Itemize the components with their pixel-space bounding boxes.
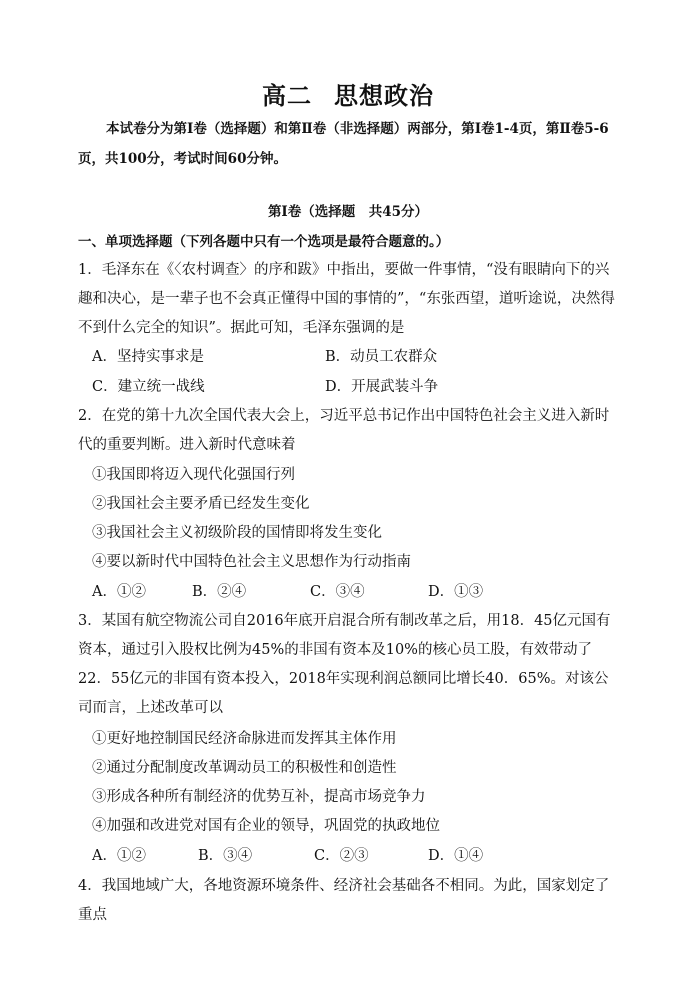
title-grade: 高二 [262,81,312,110]
page-title [0,76,696,111]
question-2-option-b: B．②④ [192,584,247,600]
question-1-stem: 1．毛泽东在《〈农村调查〉的序和跋》中指出，要做一件事情，“没有眼睛向下的兴趣和决心，是一辈子也不会真正懂得中国的事情的”，“东张西望，道听途说，决然得不到什么完全的知识”。据此可知，毛泽东强调的是 [78,262,615,336]
question-2-item-1: ①我国即将迈入现代化强国行列 [92,467,295,483]
question-3-item-1: ①更好地控制国民经济命脉进而发挥其主体作用 [92,731,397,747]
question-3-item-2: ②通过分配制度改革调动员工的积极性和创造性 [92,760,397,776]
question-2-option-a: A．①② [92,584,146,600]
question-3-option-b: B．③④ [198,848,253,864]
question-2-item-4: ④要以新时代中国特色社会主义思想作为行动指南 [92,554,411,570]
section-heading: 第Ⅰ卷（选择题 共45分） [267,204,429,220]
question-3-option-a: A．①② [92,848,146,864]
question-3-item-3: ③形成各种所有制经济的优势互补，提高市场竞争力 [92,789,426,805]
question-2-option-c: C．③④ [310,584,365,600]
question-2-item-3: ③我国社会主义初级阶段的国情即将发生变化 [92,525,382,541]
title-subject: 思想政治 [334,81,434,110]
part-heading: 一、单项选择题（下列各题中只有一个选项是最符合题意的。） [78,234,450,250]
question-1-option-c: C．建立统一战线 [92,379,205,395]
question-4-stem: 4．我国地域广大，各地资源环境条件、经济社会基础各不相同。为此，国家划定了重点 [78,878,610,923]
question-1-option-b: B．动员工农群众 [325,349,438,365]
question-3-option-d: D．①④ [428,848,484,864]
question-2-option-d: D．①③ [428,584,484,600]
question-3-option-c: C．②③ [314,848,369,864]
exam-intro: 本试卷分为第Ⅰ卷（选择题）和第Ⅱ卷（非选择题）两部分，第Ⅰ卷1-4页，第Ⅱ卷5-6页，共100分，考试时间60分钟。 [78,121,609,167]
question-1-option-d: D．开展武装斗争 [325,379,439,395]
question-3-item-4: ④加强和改进党对国有企业的领导，巩固党的执政地位 [92,818,440,834]
question-3-stem: 3．某国有航空物流公司自2016年底开启混合所有制改革之后，用18．45亿元国有资本，通过引入股权比例为45%的非国有资本及10%的核心员工股，有效带动了22．55亿元的非国有资本投入，2018年实现利润总额同比增长40．65%。对该公司而言，上述改革可以 [78,613,611,716]
question-2-stem: 2．在党的第十九次全国代表大会上，习近平总书记作出中国特色社会主义进入新时代的重要判断。进入新时代意味着 [78,408,610,453]
question-1-option-a: A．坚持实事求是 [92,349,204,365]
question-2-item-2: ②我国社会主要矛盾已经发生变化 [92,496,310,512]
